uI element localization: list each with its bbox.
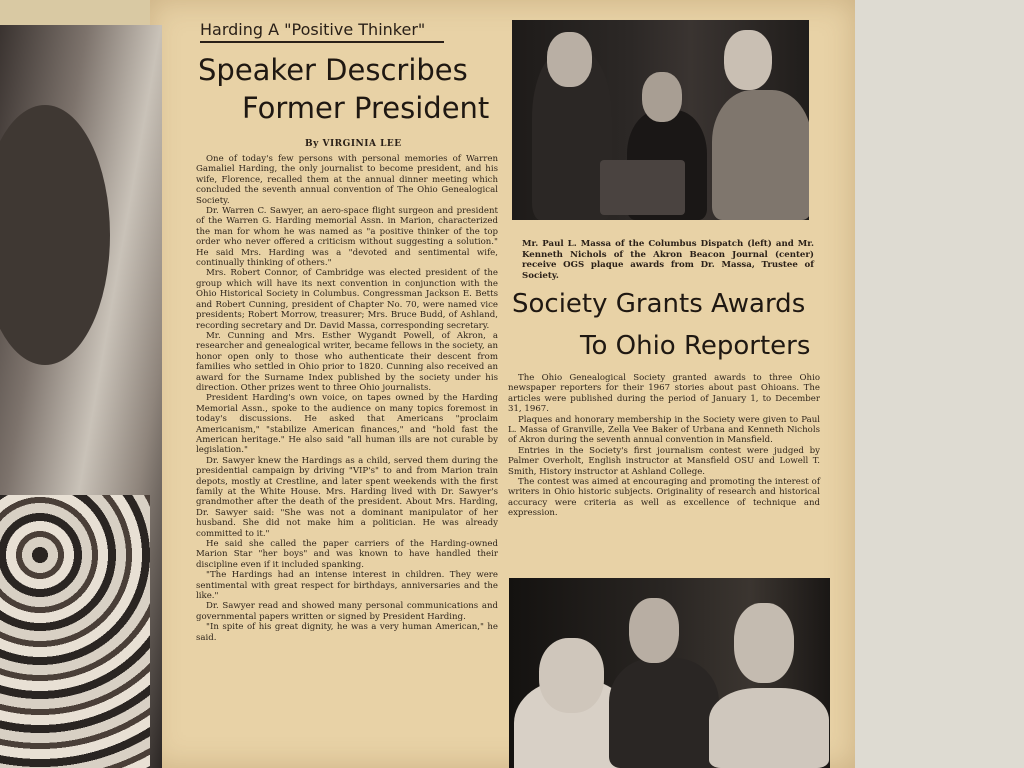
photo-face-woman-left <box>539 638 604 713</box>
article2-body <box>508 373 820 519</box>
article-headline-line1: Speaker Describes <box>198 53 468 87</box>
photo-patterned-dress <box>0 495 150 768</box>
paragraph: Entries in the Society's first journalism contest were judged by Palmer Overholt, English instructor at Mansfield OSU and Lowell T. Smith, History instructor at Ashland College. <box>508 445 820 477</box>
photo-hair-shape <box>0 105 110 365</box>
paragraph: One of today's few persons with personal memories of Warren Gamaliel Harding, the only journalist to become president, and his wife, Florence, recalled them at the annual dinner meeting which concluded the seventh annual convention of The Ohio Genealogical Society. <box>196 154 498 206</box>
article-body <box>196 154 498 643</box>
paragraph: Dr. Sawyer read and showed many personal communications and governmental papers written or signed by President Harding. <box>196 601 498 622</box>
photo-face-right <box>724 30 772 90</box>
paragraph: Mr. Cunning and Mrs. Esther Wygandt Powell, of Akron, a researcher and genealogical writer, became fellows in the society, an honor open only to those who authenticate their descent from families who settled in Ohio prior to 1820. Cunning also received an award for the Surname Index published by the society under his direction. Other prizes went to three Ohio journalists. <box>196 330 498 393</box>
photo-figure-woman-right <box>709 688 829 768</box>
group-photo <box>509 578 830 768</box>
article-byline: By VIRGINIA LEE <box>305 139 402 149</box>
article2-headline-line2: To Ohio Reporters <box>580 331 811 361</box>
paragraph: The Ohio Genealogical Society granted awards to three Ohio newspaper reporters for their 1967 stories about past Ohioans. The articles were published during the period of January 1, to December 31, 1967. <box>508 373 820 415</box>
article-kicker: Harding A "Positive Thinker" <box>200 20 444 43</box>
photo-figure-man <box>609 658 719 768</box>
paragraph: "In spite of his great dignity, he was a very human American," he said. <box>196 622 498 643</box>
photo-face-man <box>629 598 679 663</box>
paragraph: Dr. Sawyer knew the Hardings as a child, served them during the presidential campaign by driving "VIP's" to and from Marion train depots, mostly at Crestline, and later spent weekends with the first family at the White House. Mrs. Harding lived with Dr. Sawyer's grandmother after the death of the president. About Mrs. Harding, Dr. Sawyer said: "She was not a dominant manipulator of her husband. She did not make him a politician. He was already committed to it." <box>196 455 498 539</box>
paragraph: Mrs. Robert Connor, of Cambridge was elected president of the group which will have its next convention in conjunction with the Ohio Historical Society in Columbus. Congressman Jackson E. Betts and Robert Cunning, president of Chapter No. 70, were named vice presidents; Robert Morrow, treasurer; Mrs. Bruce Budd, of Ashland, recording secretary and Dr. David Massa, corresponding secretary. <box>196 268 498 331</box>
photo-face-left <box>547 32 592 87</box>
left-photo-woman <box>0 25 162 768</box>
photo-plaque <box>600 160 685 215</box>
photo-face-center <box>642 72 682 122</box>
paragraph: President Harding's own voice, on tapes owned by the Harding Memorial Assn., spoke to the audience on many topics foremost in today's discussions. He asked that Americans "proclaim Americanism," "stabilize American finances," and "hold fast the American heritage." He also said "all human ills are not curable by legislation." <box>196 393 498 456</box>
paragraph: Dr. Warren C. Sawyer, an aero-space flight surgeon and president of the Warren G. Harding memorial Assn. in Marion, characterized the man for whom he was named as "a positive thinker of the top order who never offered a criticism without suggesting a solution." He said Mrs. Harding was a "devoted and sentimental wife, continually thinking of others." <box>196 206 498 269</box>
photo-figure-right <box>712 90 809 220</box>
paragraph: He said she called the paper carriers of the Harding-owned Marion Star "her boys" and was known to have handled their discipline even if it included spanking. <box>196 539 498 570</box>
article-headline-line2: Former President <box>242 91 490 125</box>
paragraph: "The Hardings had an intense interest in children. They were sentimental with great respect for birthdays, anniversaries and the like." <box>196 570 498 602</box>
photo-face-woman-right <box>734 603 794 683</box>
paragraph: Plaques and honorary membership in the Society were given to Paul L. Massa of Granville, Zella Vee Baker of Urbana and Kenneth Nichols of Akron during the seventh annual convention in Mansfield. <box>508 414 820 446</box>
photo-caption: Mr. Paul L. Massa of the Columbus Dispatch (left) and Mr. Kenneth Nichols of the Akron Beacon Journal (center) receive OGS plaque awards from Dr. Massa, Trustee of Society. <box>522 239 814 281</box>
paragraph: The contest was aimed at encouraging and promoting the interest of writers in Ohio historic subjects. Originality of research and historical accuracy were criteria as well as excellence of technique and expression. <box>508 477 820 519</box>
article2-headline-line1: Society Grants Awards <box>512 289 806 319</box>
background-wall <box>835 0 1024 768</box>
award-photo <box>512 20 809 220</box>
